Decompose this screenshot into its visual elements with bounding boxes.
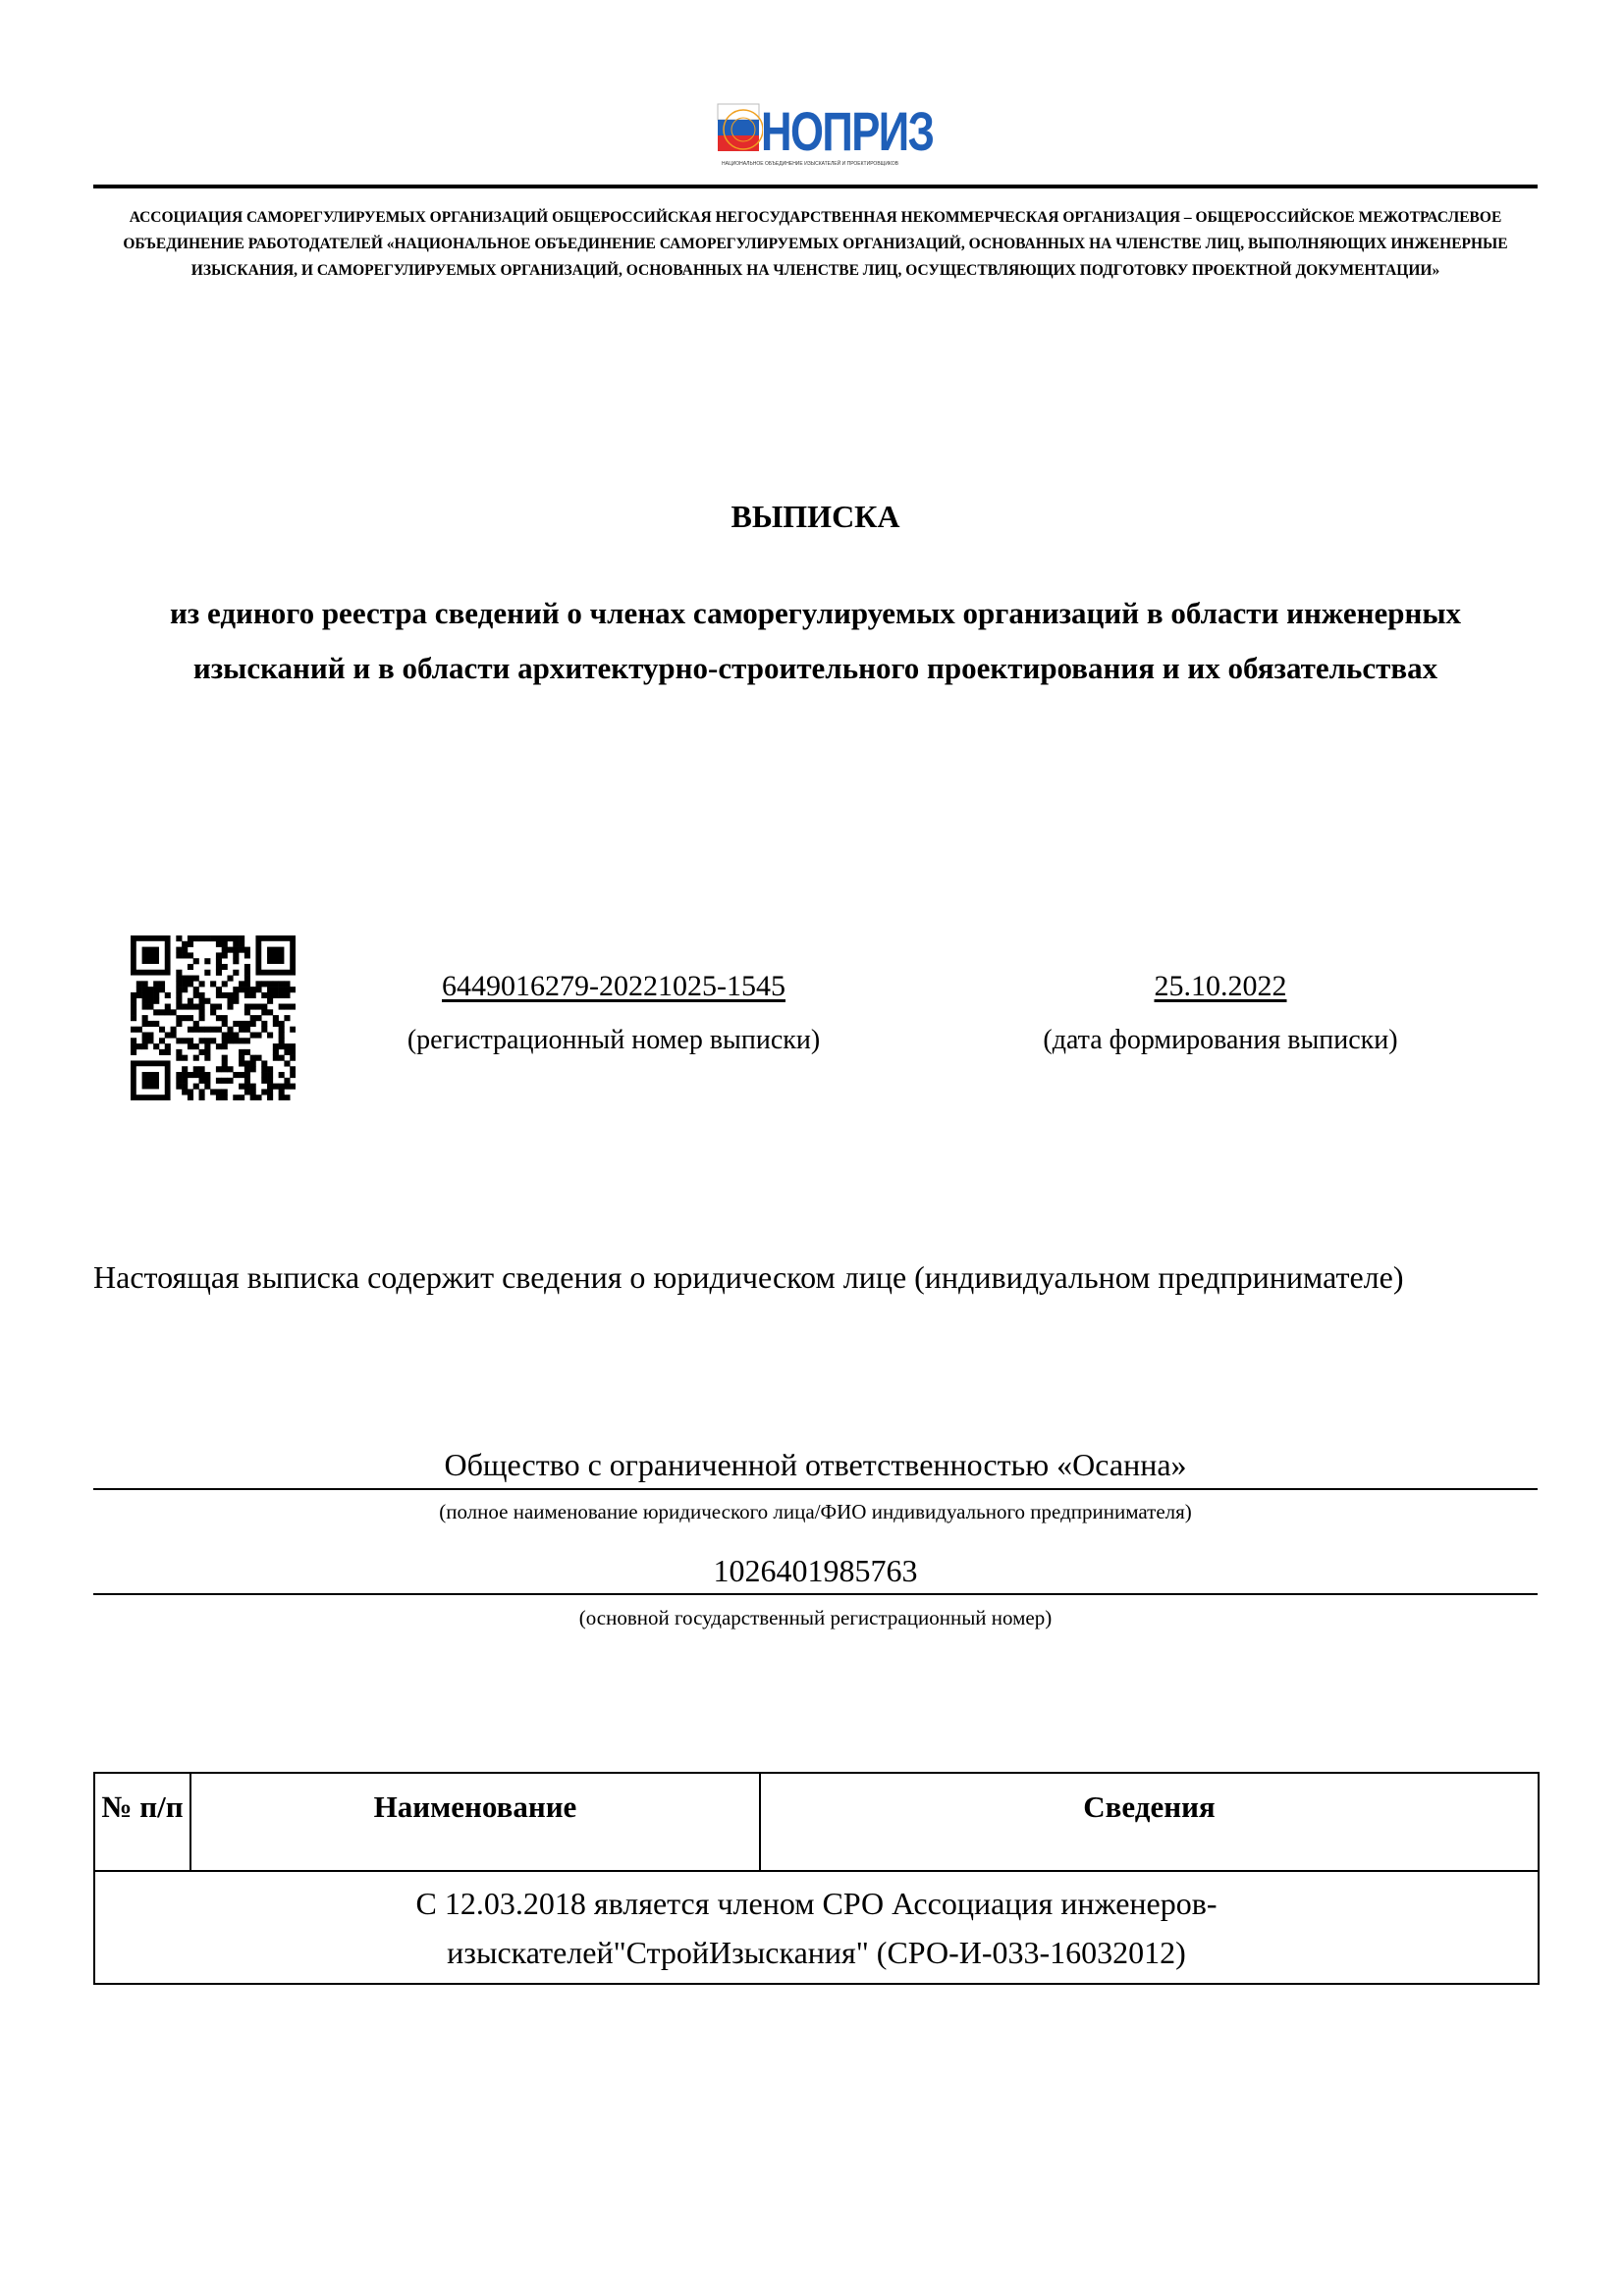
membership-info-cell: С 12.03.2018 является членом СРО Ассоциация инженеров-изыскателей"СтройИзыскания" (СРО-И-033-16032012) — [94, 1871, 1539, 1984]
statement-text: Настоящая выписка содержит сведения о юридическом лице (индивидуальном предпринимателе) — [93, 1259, 1404, 1295]
column-header-name: Наименование — [190, 1773, 760, 1871]
flag-emblem-icon — [714, 96, 763, 159]
ogrn-number: 1026401985763 — [713, 1553, 918, 1588]
document-subtitle: из единого реестра сведений о членах саморегулируемых организаций в области инженерных изысканий и в области архитектурно-строительного проектирования и их обязательствах — [169, 596, 1462, 685]
ogrn-caption: (основной государственный регистрационный номер) — [578, 1606, 1053, 1629]
logo-caption: НАЦИОНАЛЬНОЕ ОБЪЕДИНЕНИЕ ИЗЫСКАТЕЛЕЙ И ПРОЕКТИРОВЩИКОВ — [722, 161, 899, 167]
logo-brand-text: НОПРИЗ — [761, 100, 934, 162]
registration-number-caption: (регистрационный номер выписки) — [406, 1025, 821, 1055]
nopriz-logo — [714, 96, 934, 175]
table-header-row — [94, 1773, 1539, 1871]
generation-date-caption: (дата формирования выписки) — [1043, 1025, 1398, 1055]
registration-number: 6449016279-20221025-1545 — [442, 970, 785, 1002]
entity-name: Общество с ограниченной ответственностью «Осанна» — [444, 1447, 1187, 1482]
qr-code — [131, 935, 296, 1100]
document-title: ВЫПИСКА — [731, 499, 900, 534]
table-row — [94, 1871, 1539, 1984]
generation-date: 25.10.2022 — [1154, 970, 1287, 1002]
header-divider — [93, 185, 1538, 188]
entity-name-caption: (полное наименование юридического лица/ФИО индивидуального предпринимателя) — [439, 1500, 1192, 1523]
entity-name-underline — [93, 1488, 1538, 1490]
organization-name: АССОЦИАЦИЯ САМОРЕГУЛИРУЕМЫХ ОРГАНИЗАЦИЙ ОБЩЕРОССИЙСКАЯ НЕГОСУДАРСТВЕННАЯ НЕКОММЕРЧЕСКАЯ ОРГАНИЗАЦИЯ – ОБЩЕРОССИЙСКОЕ МЕЖОТРАСЛЕВОЕ ОБЪЕДИНЕНИЕ РАБОТОДАТЕЛЕЙ «НАЦИОНАЛЬНОЕ ОБЪЕДИНЕНИЕ САМОРЕГУЛИРУЕМЫХ ОРГАНИЗАЦИЙ, ОСНОВАННЫХ НА ЧЛЕНСТВЕ ЛИЦ, ВЫПОЛНЯЮЩИХ ИНЖЕНЕРНЫЕ ИЗЫСКАНИЯ, И САМОРЕГУЛИРУЕМЫХ ОРГАНИЗАЦИЙ, ОСНОВАННЫХ НА ЧЛЕНСТВЕ ЛИЦ, ОСУЩЕСТВЛЯЮЩИХ ПОДГОТОВКУ ПРОЕКТНОЙ ДОКУМЕНТАЦИИ» — [123, 209, 1508, 279]
column-header-info: Сведения — [760, 1773, 1539, 1871]
ogrn-underline — [93, 1593, 1538, 1595]
column-header-number: № п/п — [94, 1773, 190, 1871]
membership-table — [93, 1772, 1540, 1985]
